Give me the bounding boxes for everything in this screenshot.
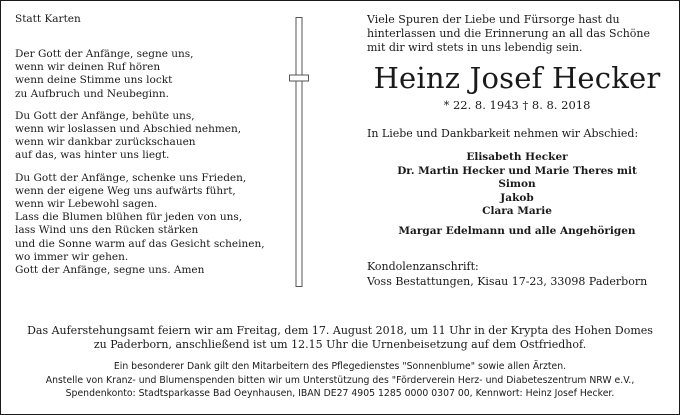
thanks-line: Spendenkonto: Stadtsparkasse Bad Oeynhausen, IBAN DE27 4905 1285 0000 0307 00, Kennwort: Heinz Josef Hecker.: [65, 388, 615, 399]
poem-line: Der Gott der Anfänge, segne uns,: [15, 48, 194, 60]
poem-line: wenn der eigene Weg uns aufwärts führt,: [15, 184, 236, 197]
service-announcement: [1, 324, 679, 352]
service-line: zu Paderborn, anschließend ist um 12.15 Uhr die Urnenbeisetzung auf dem Ostfriedhof.: [93, 338, 587, 351]
condolence-label: Kondolenzanschrift:: [367, 259, 479, 273]
thanks-line: Anstelle von Kranz- und Blumenspenden bitten wir um Unterstützung des "Förderverein Herz- und Diabeteszentrum NRW e.V.,: [45, 374, 635, 386]
poem-line: lass Wind uns den Rücken stärken: [15, 224, 199, 237]
family-member: Simon: [498, 178, 536, 191]
service-line: Das Auferstehungsamt feiern wir am Freitag, dem 17. August 2018, um 11 Uhr in der Krypta des Hohen Domes: [27, 324, 653, 337]
poem-line: wenn wir Lebewohl sagen.: [15, 198, 158, 211]
poem: [15, 48, 285, 286]
poem-stanza: [15, 172, 285, 278]
poem-line: wenn deine Stimme uns lockt: [15, 74, 173, 87]
family-list: [367, 151, 667, 239]
poem-line: wenn wir loslassen und Abschied nehmen,: [15, 123, 242, 136]
poem-line: Du Gott der Anfänge, schenke uns Frieden,: [15, 171, 247, 184]
poem-line: und die Sonne warm auf das Gesicht scheinen,: [15, 237, 265, 250]
poem-stanza: [15, 48, 285, 101]
main-text: [367, 13, 667, 289]
family-member: Dr. Martin Hecker und Marie Theres mit: [397, 164, 637, 177]
poem-stanza: [15, 110, 285, 163]
condolence-address: [367, 259, 667, 289]
family-member: Jakob: [500, 191, 534, 204]
poem-line: auf das, was hinter uns liegt.: [15, 149, 170, 162]
poem-line: wenn wir deinen Ruf hören: [15, 61, 161, 74]
poem-line: wo immer wir gehen.: [15, 250, 129, 263]
mourning-line: In Liebe und Dankbarkeit nehmen wir Abschied:: [367, 127, 639, 140]
deceased-name: Heinz Josef Hecker: [373, 61, 661, 95]
life-dates: * 22. 8. 1943 † 8. 8. 2018: [443, 98, 591, 112]
family-member: Clara Marie: [482, 205, 552, 218]
intro-line: Viele Spuren der Liebe und Fürsorge hast du: [367, 13, 620, 26]
cross-icon: [289, 17, 309, 287]
family-member: Elisabeth Hecker: [466, 151, 568, 163]
preheading: Statt Karten: [15, 13, 81, 25]
poem-line: Gott der Anfänge, segne uns. Amen: [15, 264, 205, 277]
poem-line: zu Aufbruch und Neubeginn.: [15, 87, 169, 100]
thanks-notice: [1, 360, 679, 401]
condolence-address-line: Voss Bestattungen, Kisau 17-23, 33098 Paderborn: [367, 274, 648, 288]
thanks-line: Ein besonderer Dank gilt den Mitarbeitern des Pflegedienstes "Sonnenblume" sowie allen Ärzten.: [113, 361, 567, 372]
poem-line: wenn wir dankbar zurückschauen: [15, 136, 196, 149]
family-member: Margar Edelmann und alle Angehörigen: [398, 224, 636, 237]
poem-line: Du Gott der Anfänge, behüte uns,: [15, 109, 195, 122]
poem-line: Lass die Blumen blühen für jeden von uns,: [15, 211, 243, 224]
intro-text: [367, 13, 667, 55]
intro-line: mit dir wird stets in uns lebendig sein.: [367, 41, 583, 54]
intro-line: hinterlassen und die Erinnerung an all das Schöne: [367, 27, 651, 40]
